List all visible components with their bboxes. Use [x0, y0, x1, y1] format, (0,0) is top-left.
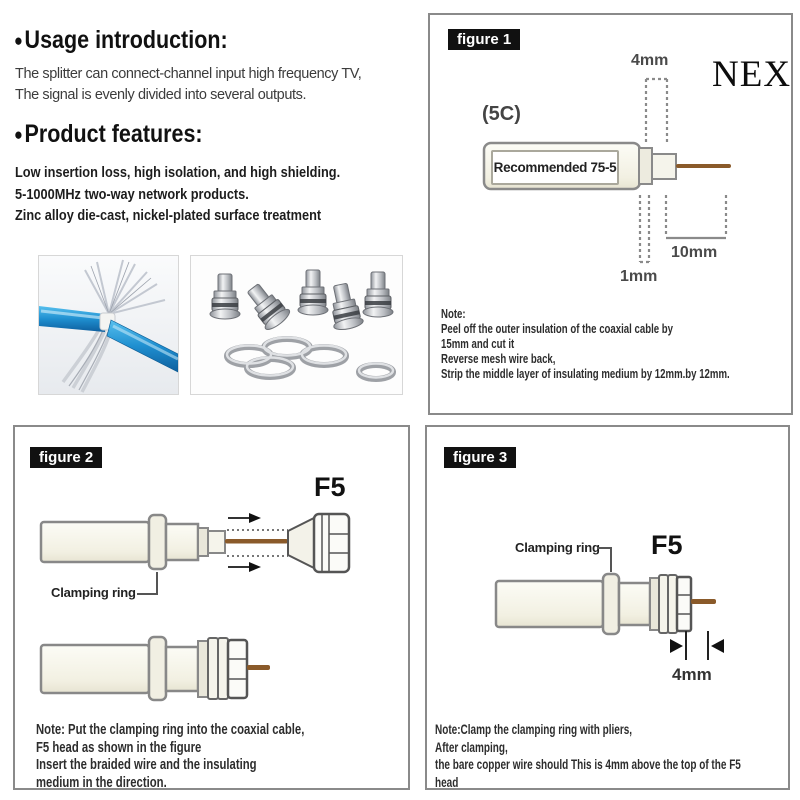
assembled-cable [41, 637, 270, 700]
clamping-ring-leader [597, 548, 611, 572]
figure1-panel [428, 13, 793, 415]
usage-introduction-heading: ●Usage introduction: [14, 26, 228, 54]
note-line: Note: Put the clamping ring into the coaxial cable, [36, 722, 305, 738]
assembled-cable [496, 574, 716, 634]
cable-with-ring [41, 515, 225, 569]
dim-4mm-label: 4mm [672, 665, 712, 684]
figure1-tag: figure 1 [448, 29, 520, 50]
dim-1mm-bracket [640, 195, 649, 262]
f5-connector-label: F5 [651, 530, 683, 560]
f5-head [288, 514, 349, 572]
feature-line: 5-1000MHz two-way network products. [15, 185, 249, 203]
figure2-notes [36, 722, 304, 790]
f5-connector-label: F5 [314, 472, 346, 502]
cable-tip [652, 154, 676, 179]
note-line: Note:Clamp the clamping ring with pliers, [435, 722, 633, 737]
intro-line: The signal is evenly divided into several outputs. [15, 87, 307, 103]
note-line: F5 head as shown in the figure [36, 739, 202, 756]
note-line: Peel off the outer insulation of the coaxial cable by [441, 321, 674, 336]
dim-4mm-bracket [646, 79, 667, 145]
figure3-notes [435, 721, 741, 790]
cable-type-label: (5C) [482, 103, 521, 125]
copper-wire [691, 599, 716, 604]
dim-4mm-label: 4mm [631, 52, 669, 69]
figure3-panel [425, 425, 790, 790]
copper-wire [676, 164, 731, 168]
note-line: Note: [441, 306, 466, 321]
figure1-notes [441, 306, 730, 381]
feature-line: Low insertion loss, high isolation, and high shielding. [15, 164, 341, 181]
recommended-cable-label: Recommended 75-5 [491, 150, 619, 185]
feature-line: Zinc alloy die-cast, nickel-plated surface treatment [15, 207, 322, 224]
note-line: 15mm and cut it [441, 336, 515, 351]
clamping-ring-label: Clamping ring [515, 540, 600, 555]
figure2-tag: figure 2 [30, 447, 102, 468]
note-line: Insert the braided wire and the insulating [36, 757, 257, 773]
watermark-text: NEX [712, 54, 792, 95]
note-line: Reverse mesh wire back, [441, 351, 556, 366]
dim-10mm-label: 10mm [671, 244, 718, 261]
clamping-ring-label: Clamping ring [51, 585, 136, 600]
note-line: head [435, 774, 459, 790]
note-line: After clamping, [435, 739, 508, 755]
dim-4mm-marks [670, 631, 724, 660]
note-line: the bare copper wire should This is 4mm above the top of the F5 [435, 757, 741, 772]
note-line: Strip the middle layer of insulating medium by 12mm.by 12mm. [441, 366, 730, 381]
dim-10mm-bracket [666, 195, 726, 238]
figure2-panel [13, 425, 410, 790]
bullet-icon: ● [14, 125, 23, 144]
usage-introduction-text [15, 64, 361, 106]
stripped-cable-image [39, 256, 178, 394]
note-line: medium in the direction. [36, 774, 167, 790]
photo-connectors-rings [190, 255, 403, 395]
copper-wire [225, 539, 288, 544]
product-features-text [15, 162, 340, 227]
cable-collar [639, 148, 652, 184]
dim-1mm-label: 1mm [620, 268, 658, 285]
product-features-heading: ●Product features: [14, 120, 203, 148]
figure3-tag: figure 3 [444, 447, 516, 468]
bullet-icon: ● [14, 31, 23, 50]
connectors-rings-image [191, 256, 402, 394]
photo-stripped-cable [38, 255, 179, 395]
intro-line: The splitter can connect-channel input high frequency TV, [15, 66, 362, 82]
clamping-ring-leader [137, 572, 157, 594]
